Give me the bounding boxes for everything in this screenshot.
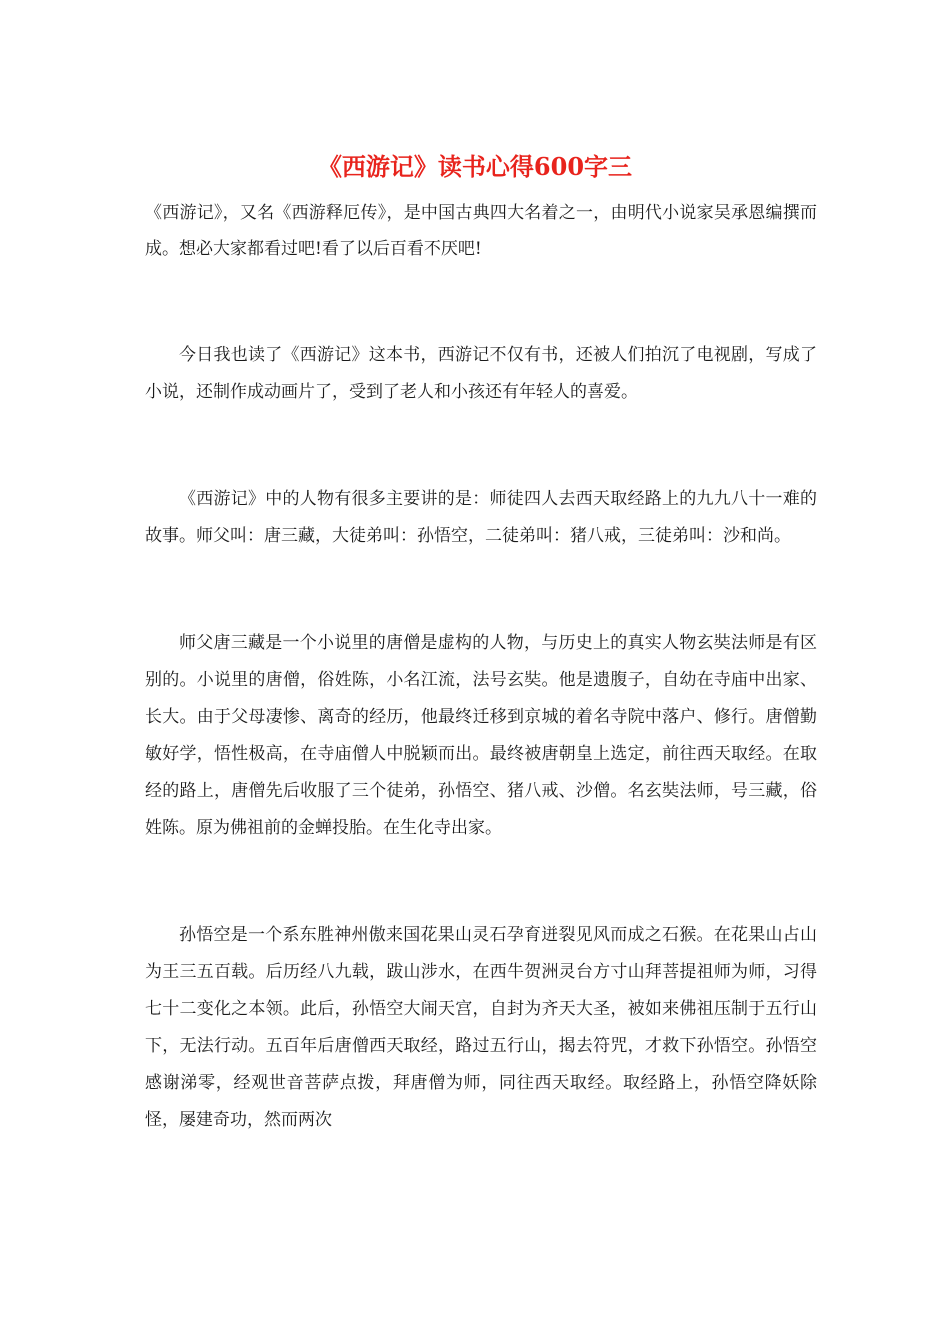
paragraph-tang-sanzang: 师父唐三藏是一个小说里的唐僧是虚构的人物，与历史上的真实人物玄奘法师是有区别的。小说里的唐僧，俗姓陈，小名江流，法号玄奘。他是遗腹子，自幼在寺庙中出家、长大。由于父母凄惨、离奇的经历，他最终迁移到京城的着名寺院中落户、修行。唐僧勤敏好学，悟性极高，在寺庙僧人中脱颖而出。最终被唐朝皇上选定，前往西天取经。在取经的路上，唐僧先后收服了三个徒弟，孙悟空、猪八戒、沙僧。名玄奘法师，号三藏，俗姓陈。原为佛祖前的金蝉投胎。在生化寺出家。	[145, 633, 817, 838]
paragraph-reading: 今日我也读了《西游记》这本书，西游记不仅有书，还被人们拍沉了电视剧，写成了小说，还制作成动画片了，受到了老人和小孩还有年轻人的喜爱。	[145, 345, 817, 402]
paragraph-characters: 《西游记》中的人物有很多主要讲的是：师徒四人去西天取经路上的九九八十一难的故事。师父叫：唐三藏，大徒弟叫：孙悟空，二徒弟叫：猪八戒，三徒弟叫：沙和尚。	[145, 489, 817, 546]
paragraph-spacer	[145, 847, 817, 917]
paragraph-sun-wukong: 孙悟空是一个系东胜神州傲来国花果山灵石孕育迸裂见风而成之石猴。在花果山占山为王三五百载。后历经八九载，跋山涉水，在西牛贺洲灵台方寸山拜菩提祖师为师，习得七十二变化之本领。此后，孙悟空大闹天宫，自封为齐天大圣，被如来佛祖压制于五行山下，无法行动。五百年后唐僧西天取经，路过五行山，揭去符咒，才救下孙悟空。孙悟空感谢涕零，经观世音菩萨点拨，拜唐僧为师，同往西天取经。取经路上，孙悟空降妖除怪，屡建奇功，然而两次	[145, 925, 817, 1130]
document-body	[145, 195, 817, 1139]
paragraph-spacer	[145, 267, 817, 337]
paragraph-spacer	[145, 555, 817, 625]
document-title: 《西游记》读书心得600字三	[317, 152, 633, 181]
paragraph-intro: 《西游记》，又名《西游释厄传》，是中国古典四大名着之一，由明代小说家吴承恩编撰而成。想必大家都看过吧!看了以后百看不厌吧!	[145, 203, 817, 259]
paragraph-spacer	[145, 411, 817, 481]
